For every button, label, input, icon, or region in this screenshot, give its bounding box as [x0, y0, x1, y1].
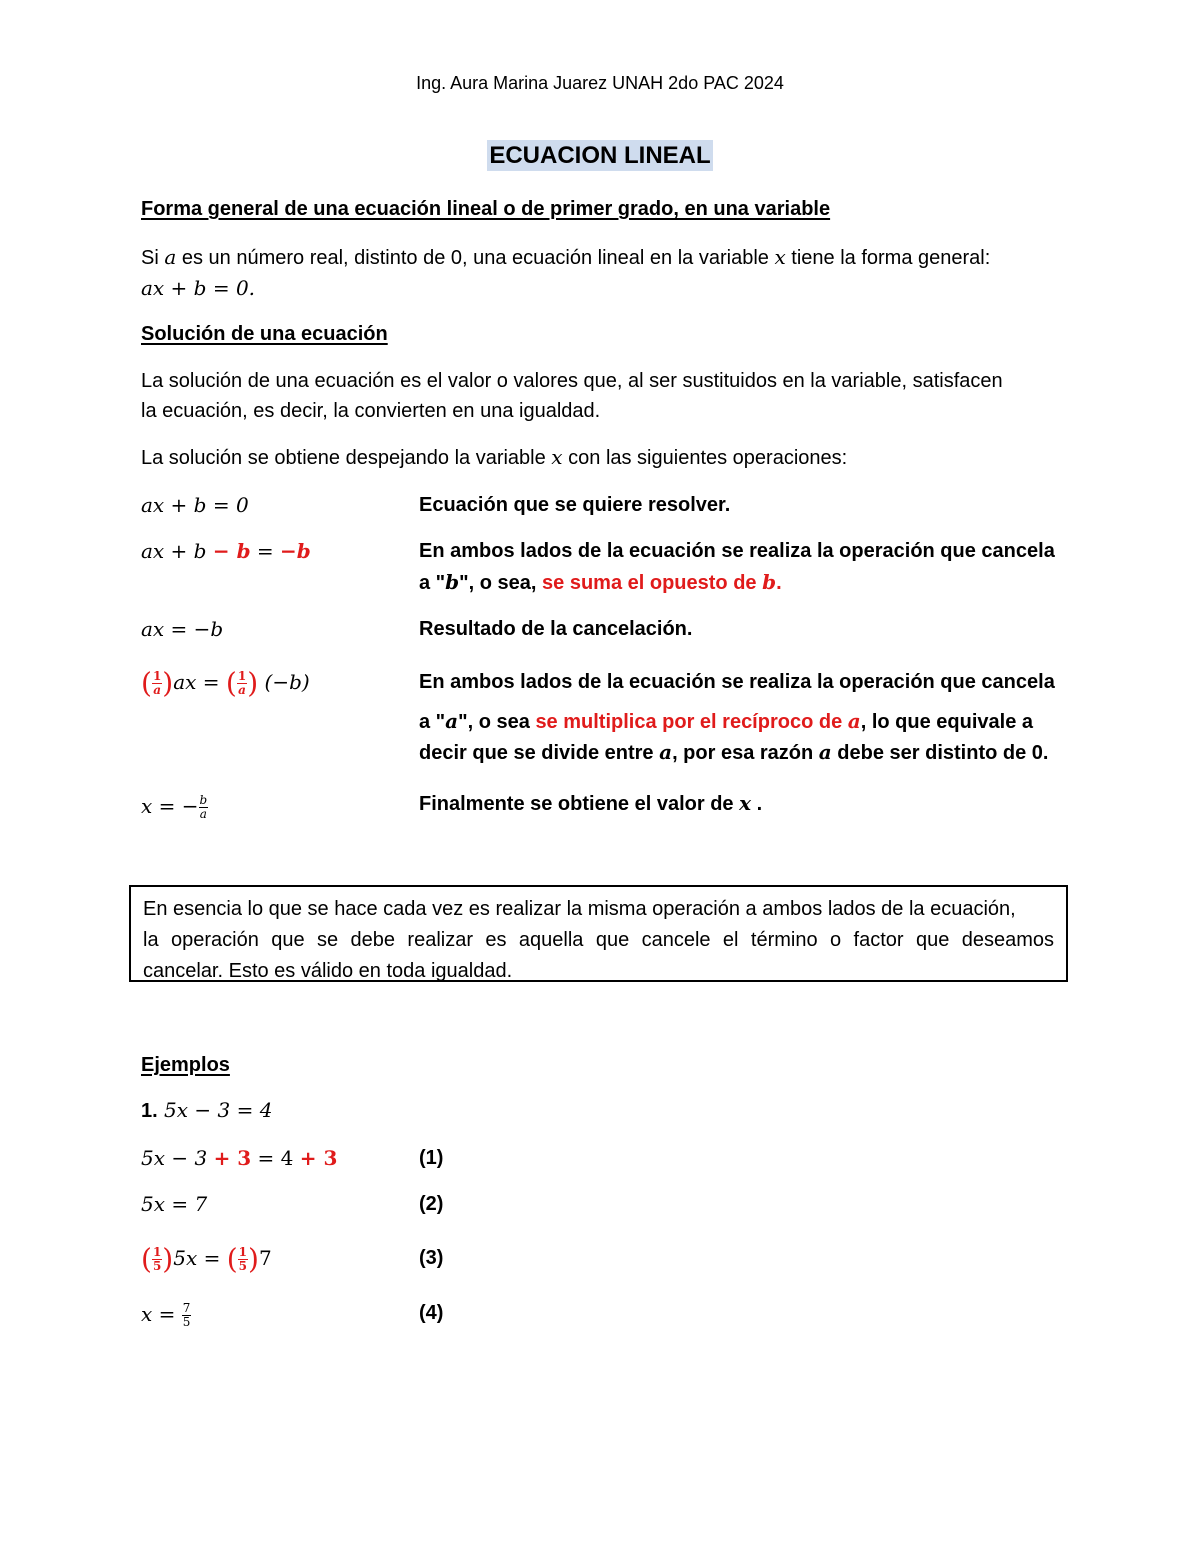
general-paragraph: Si a es un número real, distinto de 0, una ecuación lineal en la variable x tiene la forma general: — [141, 245, 991, 269]
solution-paragraph-line1: La solución de una ecuación es el valor o valores que, al ser sustituidos en la variable, satisfacen — [141, 370, 1003, 392]
example1-tag1: (1) — [419, 1147, 444, 1169]
reciprocal-fraction: ( $\frac{1}{a}$ ) — [141, 666, 174, 700]
step5-equation: x = − $\frac{b}{a}$ — [141, 793, 208, 821]
step2-description-line1: En ambos lados de la ecuación se realiza la operación que cancela — [419, 540, 1055, 562]
example1-line3: ( $\frac{1}{5}$ )5x = ( $\frac{1}{5}$ )7 — [141, 1242, 272, 1276]
example1-tag4: (4) — [419, 1302, 444, 1324]
example1-title: 1. 5x − 3 = 4 — [141, 1098, 273, 1122]
title-text: ECUACION LINEAL — [489, 142, 711, 169]
step2-equation: ax + b − b = −b — [141, 539, 311, 563]
section-heading-general: Forma general de una ecuación lineal o de primer grado, en una variable — [141, 198, 831, 220]
reciprocal-fraction: ( $\frac{1}{5}$ ) — [141, 1242, 174, 1276]
step3-description: Resultado de la cancelación. — [419, 618, 693, 640]
solution-paragraph-line2: la ecuación, es decir, la convierten en una igualdad. — [141, 400, 601, 422]
example1-line1: 5x − 3 + 3 = 4 + 3 — [141, 1146, 338, 1170]
step1-equation: ax + b = 0 — [141, 493, 249, 517]
step3-equation: ax = −b — [141, 617, 224, 641]
var-x: x — [774, 245, 786, 269]
step1-description: Ecuación que se quiere resolver. — [419, 494, 731, 516]
step4-equation: ( $\frac{1}{a}$ )ax = ( $\frac{1}{a}$ ) (−b) — [141, 666, 310, 700]
page-title — [0, 142, 1200, 170]
summary-line1: En esencia lo que se hace cada vez es realizar la misma operación a ambos lados de la ecuación, — [143, 898, 1016, 920]
example1-tag3: (3) — [419, 1247, 444, 1269]
section-heading-solution: Solución de una ecuación — [141, 323, 388, 345]
step5-description: Finalmente se obtiene el valor de x . — [419, 791, 763, 815]
example1-line2: 5x = 7 — [141, 1192, 208, 1216]
step4-description-line3: decir que se divide entre a, por esa razón a debe ser distinto de 0. — [419, 740, 1049, 764]
summary-box — [129, 885, 1068, 982]
reciprocal-fraction: ( $\frac{1}{5}$ ) — [226, 1242, 259, 1276]
summary-line2: la operación que se debe realizar es aquella que cancele el término o factor que deseamos — [143, 929, 1054, 951]
example1-line4: x = $\frac{7}{5}$ — [141, 1301, 191, 1329]
general-formula: ax + b = 0. — [141, 276, 256, 300]
step2-description-line2: a "b", o sea, se suma el opuesto de b. — [419, 570, 782, 594]
summary-line3: cancelar. Esto es válido en toda igualdad. — [143, 960, 513, 982]
reciprocal-fraction: ( $\frac{1}{a}$ ) — [225, 666, 259, 700]
page-header: Ing. Aura Marina Juarez UNAH 2do PAC 2024 — [416, 73, 784, 93]
var-a: a — [164, 245, 177, 269]
step4-description-line2: a "a", o sea se multiplica por el recíproco de a, lo que equivale a — [419, 709, 1034, 733]
solution-paragraph-2: La solución se obtiene despejando la variable x con las siguientes operaciones: — [141, 445, 848, 469]
examples-heading: Ejemplos — [141, 1054, 230, 1076]
step4-description-line1: En ambos lados de la ecuación se realiza la operación que cancela — [419, 671, 1055, 693]
example1-tag2: (2) — [419, 1193, 444, 1215]
